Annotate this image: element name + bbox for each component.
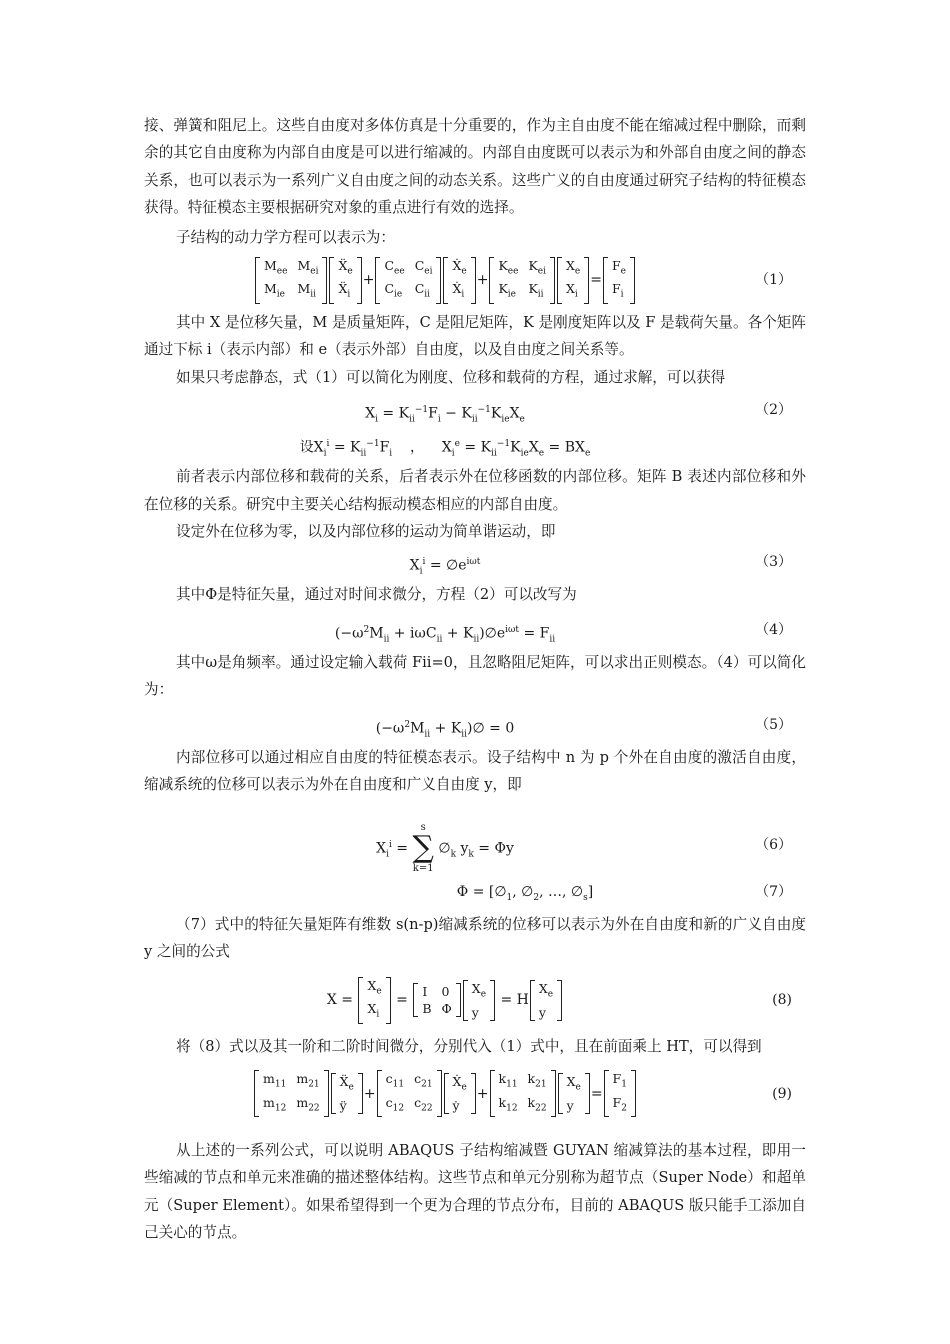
- equation-7: $\Phi = [\emptyset_1$, $\emptyset_2$, …, $\emptyset_s$] （7）: [144, 877, 806, 907]
- equation-number: （3）: [755, 554, 792, 571]
- paragraph-1: 接、弹簧和阻尼上。这些自由度对多体仿真是十分重要的，作为主自由度不能在缩减过程中删除，而剩余的其它自由度称为内部自由度是可以进行缩减的。内部自由度既可以表示为和外部自由度之间的静态关系，也可以表示为一系列广义自由度之间的动态关系。这些广义的自由度通过研究子结构的特征模态获得。特征模态主要根据研究对象的重点进行有效的选择。: [144, 117, 806, 217]
- equation-number: （6）: [755, 836, 792, 853]
- equation-separator: ，: [409, 439, 424, 456]
- equation-number: (9): [772, 1085, 792, 1102]
- paragraph-3: 其中 X 是位移矢量，M 是质量矩阵，C 是阻尼矩阵，K 是刚度矩阵以及 F 是载荷矢量。各个矩阵通过下标 i（表示内部）和 e（表示外部）自由度，以及自由度之间关系等。: [144, 314, 806, 359]
- equation-8: X = $X_e$ $X_i$ = I 0 B Φ $X_e$ y = H $X_e$ y (8): [144, 971, 806, 1029]
- document-page: [144, 112, 806, 1246]
- equation-number: (8): [772, 992, 792, 1009]
- equation-number: （2）: [755, 402, 792, 419]
- equation-6: $X_i^i$ = s ∑ k=1 $\emptyset_k$ $y_k = \Phi y$ （6）: [144, 813, 806, 877]
- paragraph-6: 设定外在位移为零，以及内部位移的运动为简单谐运动，即: [176, 523, 556, 541]
- paragraph-11: 将（8）式以及其一阶和二阶时间微分，分别代入（1）式中，且在前面乘上 HT，可以得到: [176, 1038, 762, 1056]
- equation-5: ($-\omega^2M_{ii}$ + $K_{ii})\emptyset = 0$ （5）: [144, 710, 806, 740]
- paragraph-5: 前者表示内部位移和载荷的关系，后者表示外在位移函数的内部位移。矩阵 B 表述内部位移和外在位移的关系。研究中主要关心结构振动模态相应的内部自由度。: [144, 468, 806, 513]
- paragraph-8: 其中ω是角频率。通过设定输入载荷 Fii=0，且忽略阻尼矩阵，可以求出正则模态。（4）可以简化为：: [144, 653, 806, 699]
- paragraph-4: 如果只考虑静态，式（1）可以简化为刚度、位移和载荷的方程，通过求解，可以获得: [176, 368, 726, 386]
- equation-number: （4）: [755, 621, 792, 638]
- equation-9: $m_{11}$ $m_{21}$ $m_{12}$ $m_{22}$ Ẍ$_e$ ÿ + $c_{11}$ $c_{21}$ $c_{12}$ $c_{22}$ Ẋ$_e$ ẏ + $k_{11}$ $k_{21}$ $k_{12}$ $k_{22}$ $X_e$ y = $F_1$ $F_2$ (9): [144, 1065, 806, 1123]
- equation-number: （7）: [755, 883, 792, 900]
- paragraph-12: 从上述的一系列公式，可以说明 ABAQUS 子结构缩减暨 GUYAN 缩减算法的基本过程，即用一些缩减的节点和单元来准确的描述整体结构。这些节点和单元分别称为超节点（Super Node）和超单元（Super Element）。如果希望得到一个更为合理的节点分布，目前的 ABAQUS 版只能手工添加自己关心的节点。: [144, 1141, 806, 1241]
- equation-prefix: 设: [299, 439, 314, 456]
- equation-2b: 设$X_i^i = K_{ii}^{-1}F_i$ ， $X_i^e = K_{ii}^{-1}K_{ie}X_e = BX_e$: [299, 439, 591, 459]
- paragraph-7: 其中Φ是特征矢量，通过对时间求微分，方程（2）可以改写为: [176, 586, 577, 604]
- equation-number: （1）: [755, 272, 792, 289]
- paragraph-2: 子结构的动力学方程可以表示为：: [176, 228, 395, 246]
- equation-number: （5）: [755, 716, 792, 733]
- paragraph-9: 内部位移可以通过相应自由度的特征模态表示。设子结构中 n 为 p 个外在自由度的激活自由度，缩减系统的位移可以表示为外在自由度和广义自由度 y，即: [144, 748, 806, 794]
- equation-2: $X_i = K_{ii}^{-1}F_i - K_{ii}^{-1}K_{ie}X_e$ （2）: [144, 395, 806, 425]
- equation-4: ($-\omega^2M_{ii} + i\omega C_{ii}$ + $K_{ii})\emptyset e^{i\omega t} = F_{ii}$ （4）: [144, 615, 806, 645]
- equation-3: $X_i^i$ = $\emptyset e^{i\omega t}$ （3）: [144, 547, 806, 577]
- equation-1: $M_{ee}$ $M_{ei}$ $M_{ie}$ $M_{ii}$ Ẍ$_e$ Ẍ$_i$ + $C_{ee}$ $C_{ei}$ $C_{ie}$ $C_{ii}$ Ẋ$_e$ Ẋ$_i$ + $K_{ee}$ $K_{ei}$ $K_{ie}$ $K_{ii}$ $X_e$ $X_i$ = $F_e$ $F_i$ （1）: [144, 251, 806, 309]
- paragraph-10: （7）式中的特征矢量矩阵有维数 s(n-p)缩减系统的位移可以表示为外在自由度和新的广义自由度 y 之间的公式: [144, 915, 806, 960]
